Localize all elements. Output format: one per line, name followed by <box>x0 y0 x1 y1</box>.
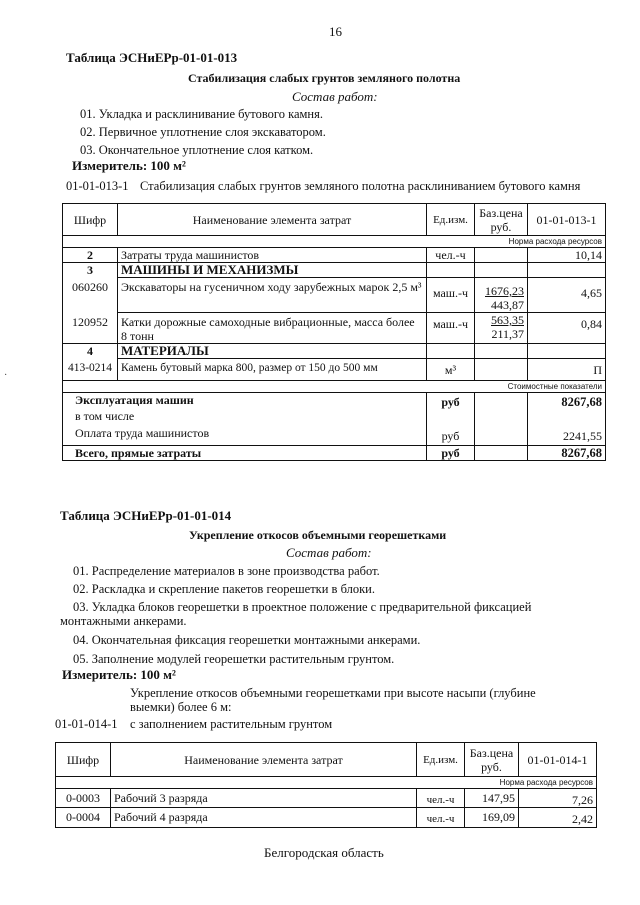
row-price-2: 443,87 <box>491 298 524 312</box>
norm-label: Норма расхода ресурсов <box>63 236 606 248</box>
total-name: Эксплуатация машин <box>63 393 427 410</box>
table2-heading: Таблица ЭСНиЕРр-01-01-014 <box>60 508 232 523</box>
row-value: 7,26 <box>519 789 597 808</box>
row-value: 2,42 <box>519 808 597 828</box>
table-row <box>56 789 597 808</box>
table-row <box>63 263 606 278</box>
table2-meter: Измеритель: 100 м² <box>62 667 176 682</box>
table2-step: 02. Раскладка и скрепление пакетов георешетки в блоки. <box>73 582 375 596</box>
row-name: Катки дорожные самоходные вибрационные, масса более 8 тонн <box>118 313 427 344</box>
table-row <box>63 344 606 359</box>
row-name: Камень бутовый марка 800, размер от 150 до 500 мм <box>118 359 427 381</box>
table2-intro-2: выемки) более 6 м: <box>130 700 232 714</box>
table2 <box>55 742 597 828</box>
table-row <box>63 359 606 381</box>
row-price: 147,95 <box>465 789 519 808</box>
total-unit: руб <box>427 445 475 460</box>
row-name: Затраты труда машинистов <box>118 248 427 263</box>
total-value: 2241,55 <box>528 423 606 445</box>
row-value: П <box>528 359 606 381</box>
total-unit: руб <box>427 393 475 410</box>
col-unit-header: Ед.изм. <box>417 743 465 777</box>
row-unit: м³ <box>427 359 475 381</box>
total-row <box>63 393 606 410</box>
col-unit-header: Ед.изм. <box>427 204 475 236</box>
page-number: 16 <box>329 24 342 39</box>
row-name: Экскаваторы на гусеничном ходу зарубежных марок 2,5 м³ <box>118 278 427 313</box>
row-value: 4,65 <box>528 278 606 313</box>
row-name: Рабочий 4 разряда <box>111 808 417 828</box>
row-code: 0-0004 <box>56 808 111 828</box>
row-price: 169,09 <box>465 808 519 828</box>
col-price-header: Баз.цена руб. <box>475 204 528 236</box>
table2-step: 01. Распределение материалов в зоне производства работ. <box>73 564 380 578</box>
footer-region: Белгородская область <box>264 845 384 860</box>
table2-step-cont: монтажными анкерами. <box>60 614 187 628</box>
row-value: 10,14 <box>528 248 606 263</box>
table1-step: 02. Первичное уплотнение слоя экскаватором. <box>80 125 326 139</box>
table2-intro-1: Укрепление откосов объемными георешетками при высоте насыпи (глубине <box>130 686 536 700</box>
row-code: 2 <box>63 248 118 263</box>
table2-item-code: 01-01-014-1 <box>55 717 118 731</box>
row-unit: чел.-ч <box>417 789 465 808</box>
section-name: МАШИНЫ И МЕХАНИЗМЫ <box>118 263 427 278</box>
table2-step: 04. Окончательная фиксация георешетки монтажными анкерами. <box>73 633 421 647</box>
col-norm-header: 01-01-014-1 <box>519 743 597 777</box>
table1-heading: Таблица ЭСНиЕРр-01-01-013 <box>66 50 238 65</box>
row-value: 0,84 <box>528 313 606 344</box>
row-name: Рабочий 3 разряда <box>111 789 417 808</box>
row-code: 120952 <box>63 313 118 344</box>
row-price-1: 563,35 <box>491 313 524 327</box>
col-norm-header: 01-01-013-1 <box>528 204 606 236</box>
table1-title: Стабилизация слабых грунтов земляного полотна <box>188 71 461 85</box>
row-unit: маш.-ч <box>427 313 475 344</box>
col-code-header: Шифр <box>56 743 111 777</box>
total-row <box>63 423 606 445</box>
col-name-header: Наименование элемента затрат <box>118 204 427 236</box>
table2-header-row <box>56 743 597 777</box>
total-name: Всего, прямые затраты <box>63 445 427 460</box>
table2-work-label: Состав работ: <box>286 545 372 560</box>
total-name: Оплата труда машинистов <box>63 423 427 445</box>
section-code: 3 <box>63 263 118 278</box>
total-row <box>63 445 606 460</box>
norm-label: Норма расхода ресурсов <box>56 777 597 789</box>
table1-step: 03. Окончательное уплотнение слоя катком. <box>80 143 314 157</box>
row-price-2: 211,37 <box>491 327 524 341</box>
total-value: 8267,68 <box>528 445 606 460</box>
section-code: 4 <box>63 344 118 359</box>
row-unit: маш.-ч <box>427 278 475 313</box>
total-value: 8267,68 <box>528 393 606 410</box>
table1-step: 01. Укладка и расклинивание бутового камня. <box>80 107 323 121</box>
table-row <box>63 313 606 344</box>
norm-label-row <box>63 236 606 248</box>
row-unit: чел.-ч <box>427 248 475 263</box>
table1-item-desc: Стабилизация слабых грунтов земляного полотна расклиниванием бутового камня <box>140 179 581 193</box>
table2-title: Укрепление откосов объемными георешетками <box>189 528 447 542</box>
total-name: в том числе <box>63 409 427 423</box>
margin-mark: · <box>4 370 8 381</box>
row-code: 413-0214 <box>63 359 118 381</box>
section-name: МАТЕРИАЛЫ <box>118 344 427 359</box>
total-row <box>63 409 606 423</box>
table1-header-row <box>63 204 606 236</box>
row-code: 0-0003 <box>56 789 111 808</box>
table1-meter: Измеритель: 100 м² <box>72 158 186 173</box>
total-unit: руб <box>427 423 475 445</box>
row-code: 060260 <box>63 278 118 313</box>
table-row <box>63 278 606 313</box>
table-row <box>56 808 597 828</box>
cost-label: Стоимостные показатели <box>63 381 606 393</box>
row-unit: чел.-ч <box>417 808 465 828</box>
col-name-header: Наименование элемента затрат <box>111 743 417 777</box>
col-price-header: Баз.цена руб. <box>465 743 519 777</box>
row-price-1: 1676,23 <box>485 284 524 298</box>
table1 <box>62 203 606 461</box>
table-row <box>63 248 606 263</box>
cost-label-row <box>63 381 606 393</box>
table2-step: 03. Укладка блоков георешетки в проектное положение с предварительной фиксацией <box>73 600 532 614</box>
table2-item-desc: с заполнением растительным грунтом <box>130 717 333 731</box>
table1-work-label: Состав работ: <box>292 89 378 104</box>
table2-step: 05. Заполнение модулей георешетки растительным грунтом. <box>73 652 395 666</box>
table1-item-code: 01-01-013-1 <box>66 179 129 193</box>
col-code-header: Шифр <box>63 204 118 236</box>
norm-label-row <box>56 777 597 789</box>
